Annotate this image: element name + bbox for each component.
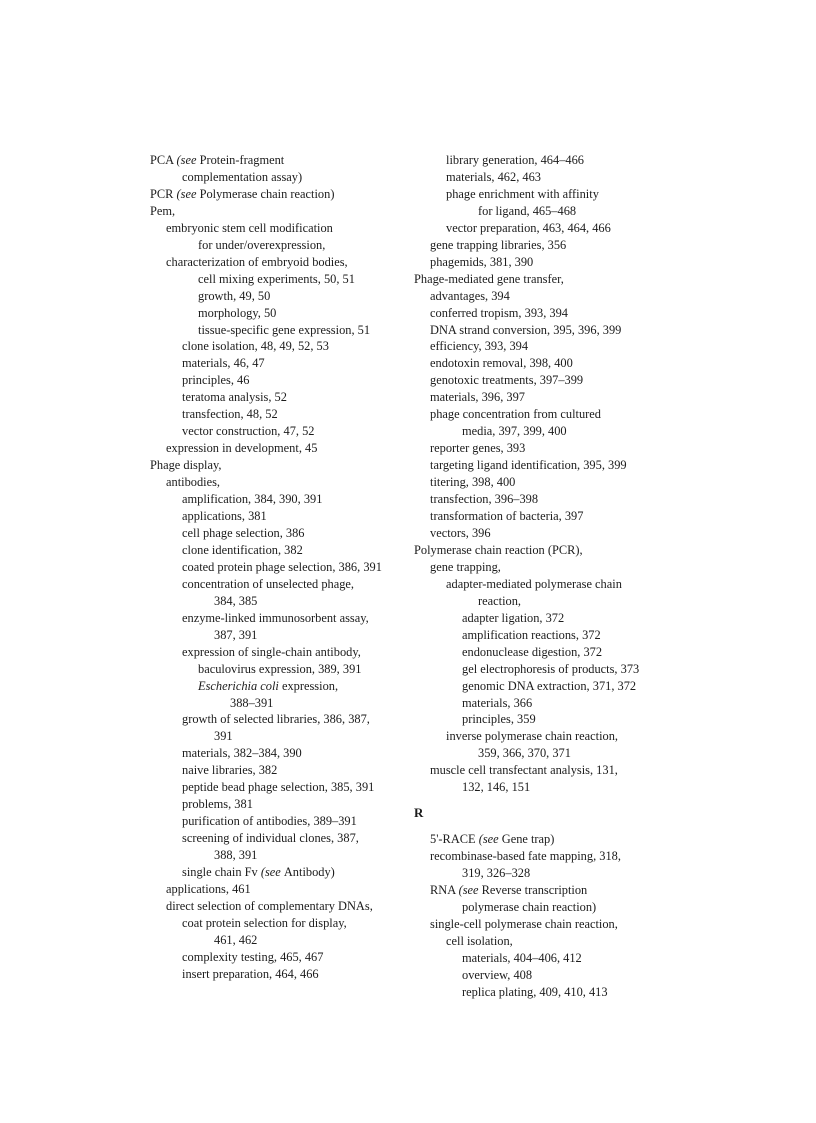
index-entry [150,203,420,220]
entry-text: clone isolation, 48, 49, 52, 53 [182,339,329,354]
entry-text: Phage-mediated gene transfer, [414,271,564,286]
index-entry [150,745,420,762]
index-entry [150,644,420,661]
index-entry [150,305,420,322]
index-entry [150,322,420,339]
index-entry [414,186,704,203]
index-entry [414,916,704,933]
entry-text: gene trapping libraries, 356 [430,237,567,252]
index-entry [150,915,420,932]
index-column-left [150,152,420,983]
entry-text: single-cell polymerase chain reaction, [430,916,618,931]
entry-text: materials, 382–384, 390 [182,746,302,761]
index-column-right [414,152,704,1001]
index-entry [414,525,704,542]
index-entry [414,593,704,610]
index-entry [414,678,704,695]
index-entry [414,644,704,661]
entry-text: reporter genes, 393 [430,441,526,456]
entry-reference-text: Reverse transcription [481,883,588,898]
index-entry [150,440,420,457]
index-entry [150,864,420,881]
entry-text: phagemids, 381, 390 [430,254,534,269]
index-entry [414,271,704,288]
index-entry [414,610,704,627]
entry-text: phage enrichment with affinity [446,186,599,201]
entry-text: vector construction, 47, 52 [182,424,315,439]
index-entry [150,271,420,288]
index-entry [414,745,704,762]
entry-text: adapter ligation, 372 [462,610,565,625]
entry-reference-text: Gene trap) [501,832,555,847]
index-entry [414,899,704,916]
entry-text: phage concentration from cultured [430,407,601,422]
entry-text: replica plating, 409, 410, 413 [462,984,608,999]
entry-text: materials, 404–406, 412 [462,950,582,965]
see-reference: (see [176,153,200,167]
entry-text: RNA [430,883,459,898]
index-entry [150,678,420,695]
entry-italic-term: Escherichia coli [198,678,279,693]
index-entry [150,406,420,423]
entry-text: advantages, 394 [430,288,510,303]
entry-text: 132, 146, 151 [462,780,531,795]
index-entry [414,542,704,559]
entry-text: baculovirus expression, 389, 391 [198,661,362,676]
entry-text: materials, 396, 397 [430,390,525,405]
entry-text: endotoxin removal, 398, 400 [430,356,573,371]
index-entry [150,966,420,983]
entry-text: screening of individual clones, 387, [182,831,359,846]
index-entry [150,338,420,355]
index-entry [150,593,420,610]
entry-text: recombinase-based fate mapping, 318, [430,849,621,864]
index-entry [414,711,704,728]
index-entry [414,169,704,186]
index-entry [414,457,704,474]
index-entry [414,491,704,508]
entry-text: adapter-mediated polymerase chain [446,576,622,591]
entry-text: coated protein phage selection, 386, 391 [182,559,382,574]
entry-text: reaction, [478,593,521,608]
entry-text: coat protein selection for display, [182,915,347,930]
index-entry [150,237,420,254]
index-entry [150,610,420,627]
index-entry [150,288,420,305]
index-entry [414,152,704,169]
entry-text: applications, 381 [182,509,267,524]
index-entry [150,627,420,644]
entry-text: concentration of unselected phage, [182,576,355,591]
index-entry [150,762,420,779]
entry-reference-text: Protein-fragment [199,153,285,167]
entry-text: materials, 462, 463 [446,169,541,184]
index-entry [150,695,420,712]
entry-text: direct selection of complementary DNAs, [166,898,373,913]
entry-text: naive libraries, 382 [182,763,278,778]
index-entry [414,728,704,745]
index-entry [414,984,704,1001]
entry-text: PCR [150,186,177,201]
entry-text: overview, 408 [462,967,533,982]
index-entry [150,898,420,915]
entry-text: principles, 359 [462,712,536,727]
index-entry [414,933,704,950]
entry-text: 391 [214,729,233,744]
entry-text: peptide bead phage selection, 385, 391 [182,780,375,795]
entry-text: Polymerase chain reaction (PCR), [414,542,583,557]
index-entry [414,762,704,779]
see-reference: (see [176,186,200,201]
entry-text: 359, 366, 370, 371 [478,746,571,761]
index-entry [150,932,420,949]
entry-text: titering, 398, 400 [430,475,516,490]
index-entry [150,796,420,813]
index-entry [150,661,420,678]
entry-text: cell isolation, [446,933,513,948]
index-entry [150,372,420,389]
entry-text: inverse polymerase chain reaction, [446,729,619,744]
index-entry [414,831,704,848]
index-entry [414,695,704,712]
entry-text: antibodies, [166,475,221,490]
entry-text: muscle cell transfectant analysis, 131, [430,763,618,778]
see-reference: (see [478,832,502,847]
index-entry [150,423,420,440]
entry-text: amplification, 384, 390, 391 [182,492,323,507]
index-entry [150,186,420,203]
index-entry [150,881,420,898]
index-entry [414,254,704,271]
entry-text: 319, 326–328 [462,866,531,881]
entry-text: applications, 461 [166,881,251,896]
entry-text: clone identification, 382 [182,542,303,557]
index-entry [150,525,420,542]
entry-text: morphology, 50 [198,305,277,320]
entry-text: PCA [150,153,177,167]
entry-text: growth of selected libraries, 386, 387, [182,712,370,727]
entry-text: 388–391 [230,695,274,710]
entry-text: targeting ligand identification, 395, 399 [430,458,627,473]
index-entry [414,322,704,339]
entry-text: for ligand, 465–468 [478,203,577,218]
entry-text: purification of antibodies, 389–391 [182,814,357,829]
entry-text: enzyme-linked immunosorbent assay, [182,610,369,625]
entry-text: transfection, 48, 52 [182,407,278,422]
index-entry [414,355,704,372]
index-entry [150,813,420,830]
index-entry [150,254,420,271]
entry-reference-text: expression, [278,678,339,693]
entry-text: efficiency, 393, 394 [430,339,529,354]
entry-text: insert preparation, 464, 466 [182,966,319,981]
entry-text: embryonic stem cell modification [166,220,333,235]
index-entry [414,220,704,237]
entry-text: for under/overexpression, [198,237,326,252]
entry-text: media, 397, 399, 400 [462,424,567,439]
entry-text: characterization of embryoid bodies, [166,254,348,269]
entry-reference-text: Antibody) [283,865,335,880]
entry-text: library generation, 464–466 [446,153,584,167]
index-entry [150,152,420,169]
index-entry [150,576,420,593]
entry-text: vectors, 396 [430,525,491,540]
index-entry [414,627,704,644]
index-entry [414,440,704,457]
index-entry [414,389,704,406]
index-entry [150,779,420,796]
index-entry [150,542,420,559]
index-entry [150,389,420,406]
entry-text: endonuclease digestion, 372 [462,644,603,659]
index-entry [414,950,704,967]
index-entry [150,508,420,525]
index-entry [414,661,704,678]
index-entry [150,220,420,237]
entry-text: genotoxic treatments, 397–399 [430,373,584,388]
index-entry [414,508,704,525]
index-entry [414,967,704,984]
entry-text: vector preparation, 463, 464, 466 [446,220,611,235]
entry-text: complementation assay) [182,169,303,184]
index-entry [150,355,420,372]
entry-text: cell phage selection, 386 [182,525,305,540]
index-entry [414,848,704,865]
entry-text: DNA strand conversion, 395, 396, 399 [430,322,622,337]
entry-text: materials, 366 [462,695,533,710]
entry-text: genomic DNA extraction, 371, 372 [462,678,637,693]
index-entry [414,576,704,593]
index-entry [414,779,704,796]
index-entry [414,474,704,491]
entry-text: 388, 391 [214,848,258,863]
index-entry [414,203,704,220]
index-entry [150,169,420,186]
index-entry [414,237,704,254]
index-entry [414,865,704,882]
index-entry [414,406,704,423]
see-reference: (see [458,883,482,898]
index-entry [150,949,420,966]
entry-text: gene trapping, [430,559,501,574]
index-entry [150,847,420,864]
entry-text: gel electrophoresis of products, 373 [462,661,640,676]
index-entry [150,559,420,576]
index-entry [414,372,704,389]
index-entry [414,423,704,440]
index-entry [150,711,420,728]
index-entry [150,491,420,508]
entry-text: transformation of bacteria, 397 [430,509,584,524]
entry-text: Pem, [150,203,176,218]
entry-text: problems, 381 [182,797,253,812]
index-entry [150,728,420,745]
entry-text: expression in development, 45 [166,441,318,456]
index-entry [414,882,704,899]
see-reference: (see [260,865,284,880]
entry-text: teratoma analysis, 52 [182,390,287,405]
entry-text: 5'-RACE [430,832,479,847]
entry-text: principles, 46 [182,373,250,388]
entry-text: transfection, 396–398 [430,492,539,507]
index-entry [150,457,420,474]
entry-text: polymerase chain reaction) [462,899,597,914]
index-entry [414,305,704,322]
entry-text: Phage display, [150,458,222,473]
index-entry [414,288,704,305]
entry-text: conferred tropism, 393, 394 [430,305,568,320]
entry-reference-text: Polymerase chain reaction) [199,186,335,201]
entry-text: 461, 462 [214,932,258,947]
entry-text: materials, 46, 47 [182,356,265,371]
entry-text: tissue-specific gene expression, 51 [198,322,371,337]
entry-text: growth, 49, 50 [198,288,271,303]
entry-text: amplification reactions, 372 [462,627,601,642]
index-entry [150,830,420,847]
index-entry [150,474,420,491]
index-entry [414,338,704,355]
entry-text: 387, 391 [214,627,258,642]
entry-text: cell mixing experiments, 50, 51 [198,271,355,286]
index-section-heading: R [414,805,424,821]
entry-text: single chain Fv [182,865,261,880]
index-entry [414,559,704,576]
entry-text: expression of single-chain antibody, [182,644,361,659]
entry-text: 384, 385 [214,593,258,608]
entry-text: complexity testing, 465, 467 [182,949,324,964]
